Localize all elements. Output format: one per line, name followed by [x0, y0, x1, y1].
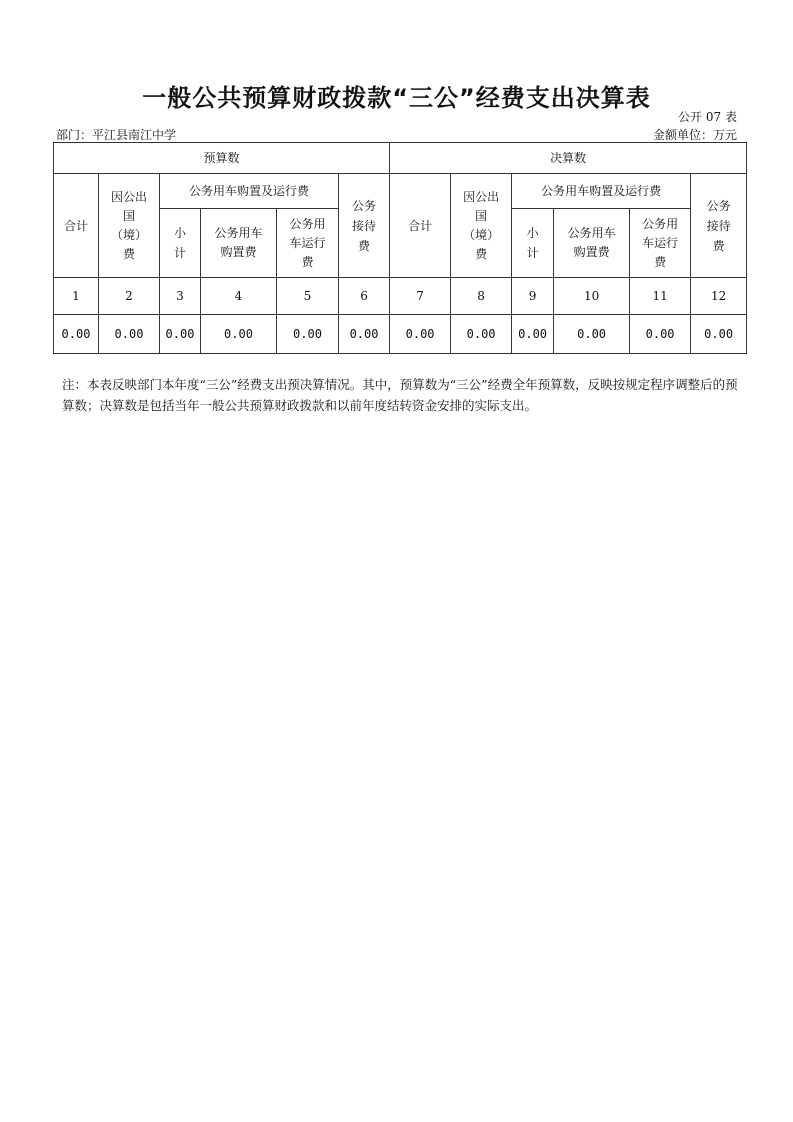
- col-number: 10: [554, 278, 630, 315]
- header-final-subtotal: [512, 209, 554, 278]
- footnote: 注：本表反映部门本年度“三公”经费支出预决算情况。其中，预算数为“三公”经费全年预算数，反映按规定程序调整后的预算数；决算数是包括当年一般公共预算财政拨款和以前年度结转资金安排的实际支出。: [62, 377, 738, 413]
- col-number: 1: [54, 278, 99, 315]
- col-number: 9: [512, 278, 554, 315]
- header-budget-subtotal: [160, 209, 201, 278]
- value-cell: 0.00: [54, 315, 99, 354]
- col-number: 2: [99, 278, 160, 315]
- value-cell: 0.00: [201, 315, 277, 354]
- col-number: 4: [201, 278, 277, 315]
- value-cell: 0.00: [160, 315, 201, 354]
- header-budget-reception: [339, 174, 390, 278]
- value-row: [54, 315, 747, 354]
- header-budget-vehicle-purchase-text: 公务用车购置费: [214, 226, 263, 259]
- header-budget-vehicle-operation: [277, 209, 339, 278]
- header-final: 决算数: [390, 143, 747, 174]
- header-final-subtotal-text: 小计: [526, 226, 539, 260]
- value-cell: 0.00: [390, 315, 451, 354]
- value-cell: 0.00: [554, 315, 630, 354]
- value-cell: 0.00: [99, 315, 160, 354]
- header-final-vehicle-purchase: [554, 209, 630, 278]
- header-final-vehicle-group: 公务用车购置及运行费: [512, 174, 691, 209]
- header-final-reception-text: 公务接待费: [706, 198, 731, 253]
- header-final-total: 合计: [390, 174, 451, 278]
- col-number: 6: [339, 278, 390, 315]
- unit-label: 金额单位：万元: [652, 128, 737, 142]
- col-number: 3: [160, 278, 201, 315]
- value-cell: 0.00: [451, 315, 512, 354]
- header-final-abroad-text: 因公出国（境）费: [463, 189, 500, 261]
- col-number: 11: [630, 278, 691, 315]
- header-budget-subtotal-text: 小计: [173, 226, 186, 260]
- value-cell: 0.00: [630, 315, 691, 354]
- header-budget-total: 合计: [54, 174, 99, 278]
- header-budget-vehicle-group: 公务用车购置及运行费: [160, 174, 339, 209]
- header-final-abroad: [451, 174, 512, 278]
- col-number: 5: [277, 278, 339, 315]
- header-final-reception: [691, 174, 747, 278]
- column-number-row: [54, 278, 747, 315]
- header-budget-vehicle-purchase: [201, 209, 277, 278]
- col-number: 12: [691, 278, 747, 315]
- header-final-vehicle-operation: [630, 209, 691, 278]
- value-cell: 0.00: [339, 315, 390, 354]
- value-cell: 0.00: [277, 315, 339, 354]
- header-budget-abroad-text: 因公出国（境）费: [110, 189, 147, 261]
- value-cell: 0.00: [512, 315, 554, 354]
- value-cell: 0.00: [691, 315, 747, 354]
- header-budget-reception-text: 公务接待费: [352, 198, 377, 253]
- header-budget: 预算数: [54, 143, 390, 174]
- page-title: 一般公共预算财政拨款“三公”经费支出决算表: [142, 84, 651, 112]
- header-budget-vehicle-operation-text: 公务用车运行费: [289, 216, 326, 269]
- header-budget-abroad: [99, 174, 160, 278]
- form-number: 公开 07 表: [678, 110, 737, 124]
- header-final-vehicle-purchase-text: 公务用车购置费: [567, 226, 616, 259]
- header-final-vehicle-operation-text: 公务用车运行费: [642, 216, 679, 269]
- col-number: 8: [451, 278, 512, 315]
- col-number: 7: [390, 278, 451, 315]
- department-label: 部门：平江县南江中学: [56, 128, 177, 142]
- expense-table: [53, 142, 747, 354]
